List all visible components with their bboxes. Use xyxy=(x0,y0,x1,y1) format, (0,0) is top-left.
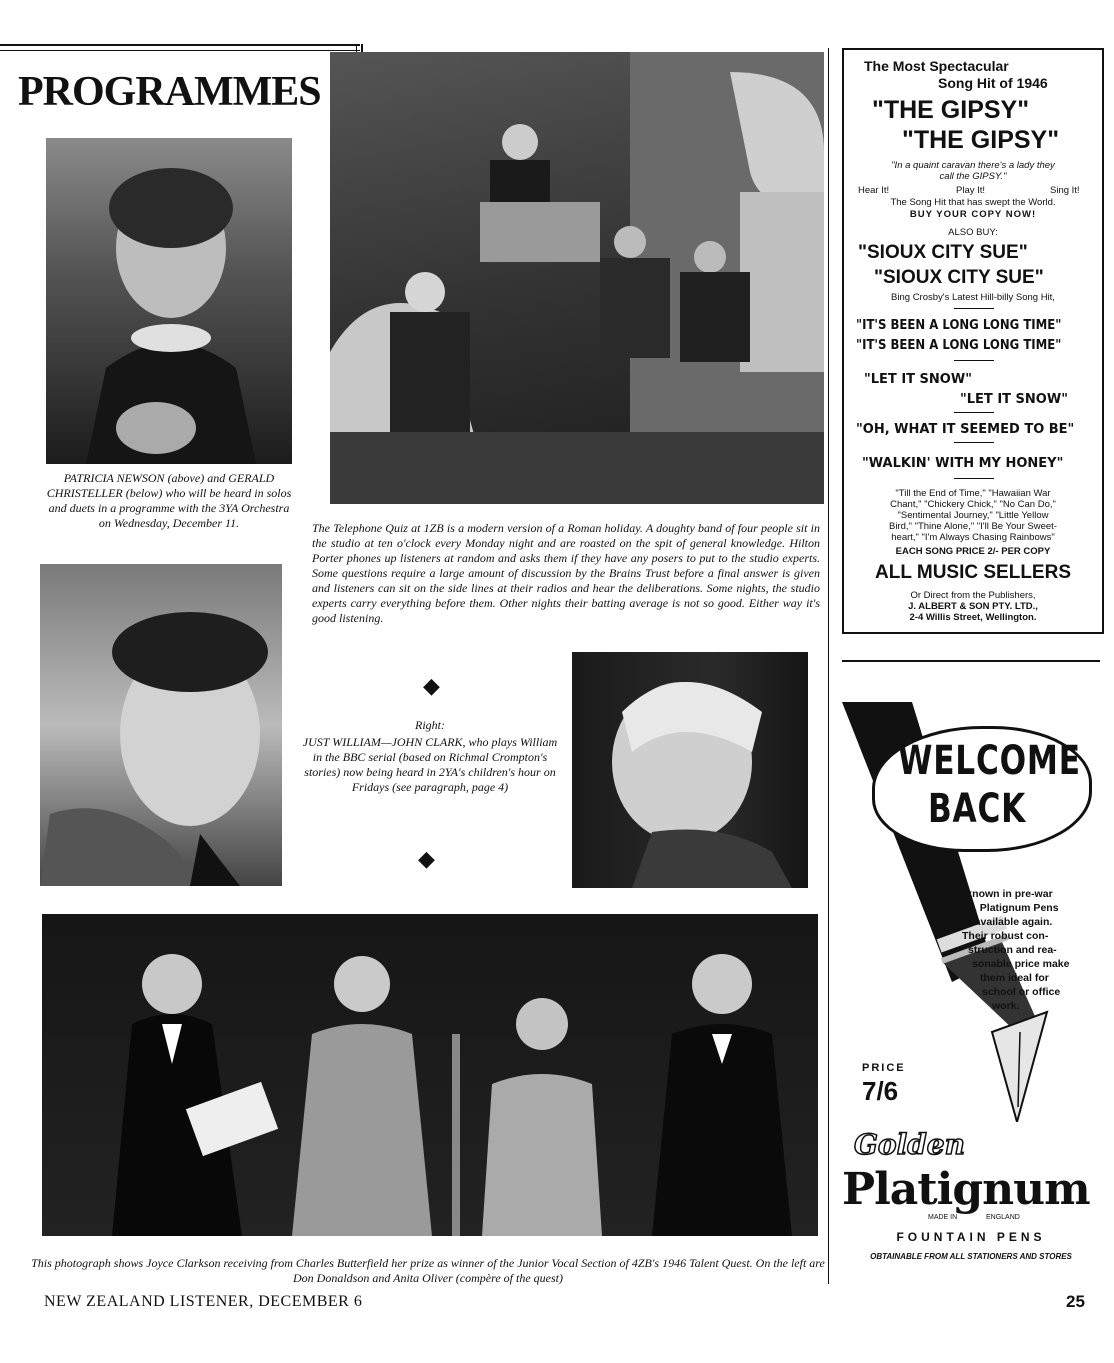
song-ad-sing: Sing It! xyxy=(1050,185,1080,196)
song-ad-rule xyxy=(954,360,994,361)
song-ad-others-1: "Till the End of Time," "Hawaiian War xyxy=(895,488,1051,499)
song-ad-hear: Hear It! xyxy=(858,185,890,196)
song-ad-gipsy-2: "THE GIPSY" xyxy=(902,126,1060,154)
song-ad-rule xyxy=(954,442,994,443)
pen-ad-price-label: PRICE xyxy=(862,1062,906,1074)
song-ad-quote-2: call the GIPSY." xyxy=(939,171,1007,182)
pen-ad-price: 7/6 xyxy=(862,1076,899,1106)
song-ad-rule xyxy=(954,412,994,413)
song-ad-swept: The Song Hit that has swept the World. xyxy=(890,197,1056,208)
song-ad-publisher: J. ALBERT & SON PTY. LTD., xyxy=(908,601,1038,612)
song-ad-oh-what: "OH, WHAT IT SEEMED TO BE" xyxy=(856,422,1075,437)
header-rule xyxy=(0,44,360,51)
song-ad-play: Play It! xyxy=(956,185,986,196)
song-ad-also-buy: ALSO BUY: xyxy=(948,227,998,238)
photo-telephone-quiz xyxy=(330,52,824,504)
pen-ad-copy-4: Their robust con- xyxy=(962,930,1049,942)
column-divider xyxy=(828,48,829,1284)
song-ad-others-5: heart," "I'm Always Chasing Rainbows" xyxy=(891,532,1055,543)
pen-ad xyxy=(842,702,1100,1272)
pen-ad-england: ENGLAND xyxy=(986,1214,1020,1221)
song-ad-intro-1: The Most Spectacular xyxy=(864,58,1009,74)
song-ad xyxy=(842,48,1104,634)
photo-john-clark xyxy=(572,652,808,888)
pen-ad-back: BACK xyxy=(928,786,1027,832)
song-ad-gipsy-1: "THE GIPSY" xyxy=(872,96,1030,124)
pen-ad-brand: Platignum xyxy=(842,1164,1090,1215)
page-number: 25 xyxy=(1066,1292,1085,1311)
song-ad-rule xyxy=(954,478,994,479)
song-ad-sellers: ALL MUSIC SELLERS xyxy=(875,562,1071,583)
song-ad-snow-2: "LET IT SNOW" xyxy=(960,392,1068,407)
caption-just-william: JUST WILLIAM—JOHN CLARK, who plays William in the BBC serial (based on Richmal Crompton's stories) now being heard in 2YA's children's hour on Fridays (see paragraph, page 4) xyxy=(302,735,558,794)
pen-ad-copy-5: struction and rea- xyxy=(968,944,1057,956)
pen-ad-copy-6: sonable price make xyxy=(972,958,1070,970)
song-ad-rule xyxy=(954,308,994,309)
song-ad-walkin: "WALKIN' WITH MY HONEY" xyxy=(862,456,1064,471)
pen-ad-fountain: FOUNTAIN PENS xyxy=(896,1230,1046,1244)
song-ad-long-2: "IT'S BEEN A LONG LONG TIME" xyxy=(856,338,1062,353)
diamond-icon: ◆ xyxy=(423,673,440,698)
pen-ad-copy-7: them ideal for xyxy=(980,972,1049,984)
caption-telephone-quiz: The Telephone Quiz at 1ZB is a modern version of a Roman holiday. A doughty band of four people sit in the studio at ten o'clock every Monday night and are roasted on the spit of general knowledge. Hilton Porter phones up listeners at random and asks them if they have any posers to put to the studio experts. Some questions require a large amount of discussion by the Brains Trust before a final answer is given and listeners can sit on the side lines at their radios and hear the deliberations. Some nights, the studio experts carry everything before them. Other nights their batting average is not so good. Either way it's good listening. xyxy=(312,521,820,625)
song-ad-sioux-2: "SIOUX CITY SUE" xyxy=(874,267,1044,288)
pen-ad-copy-8: school or office xyxy=(982,986,1061,998)
photo-talent-quest xyxy=(42,914,818,1236)
publication-footer: NEW ZEALAND LISTENER, DECEMBER 6 xyxy=(44,1293,363,1310)
song-ad-direct: Or Direct from the Publishers, xyxy=(910,590,1036,601)
song-ad-others-2: Chant," "Chickery Chick," "No Can Do," xyxy=(890,499,1056,510)
pen-ad-welcome: WELCOME xyxy=(898,738,1081,784)
diamond-icon: ◆ xyxy=(418,846,435,871)
pen-ad-obtainable: OBTAINABLE FROM ALL STATIONERS AND STORES xyxy=(870,1252,1072,1261)
song-ad-snow-1: "LET IT SNOW" xyxy=(864,372,972,387)
pen-ad-copy-9: work. xyxy=(992,1000,1020,1012)
photo-patricia-newson xyxy=(46,138,292,464)
pen-ad-copy-1: Well known in pre-war xyxy=(942,888,1053,900)
song-ad-intro-2: Song Hit of 1946 xyxy=(938,75,1048,91)
song-ad-buy: BUY YOUR COPY NOW! xyxy=(909,209,1037,220)
song-ad-price: EACH SONG PRICE 2/- PER COPY xyxy=(895,546,1051,557)
song-ad-address: 2-4 Willis Street, Wellington. xyxy=(909,612,1037,623)
song-ad-others-4: Bird," "Thine Alone," "I'll Be Your Sweet- xyxy=(889,521,1057,532)
song-ad-bing: Bing Crosby's Latest Hill-billy Song Hit, xyxy=(891,292,1055,303)
ad-separator xyxy=(842,660,1100,662)
song-ad-sioux-1: "SIOUX CITY SUE" xyxy=(858,242,1028,263)
photo-gerald-christeller xyxy=(40,564,282,886)
caption-william-right: Right: xyxy=(415,718,445,732)
pen-ad-copy-2: days, Platignum Pens xyxy=(950,902,1059,914)
song-ad-quote-1: "In a quaint caravan there's a lady they xyxy=(891,160,1055,171)
song-ad-long-1: "IT'S BEEN A LONG LONG TIME" xyxy=(856,318,1062,333)
pen-ad-made-in: MADE IN xyxy=(928,1214,958,1221)
caption-patricia-newson: PATRICIA NEWSON (above) and GERALD CHRISTELLER (below) who will be heard in solos and duets in a programme with the 3YA Orchestra on Wednesday, December 11. xyxy=(46,471,292,530)
caption-talent-quest: This photograph shows Joyce Clarkson receiving from Charles Butterfield her prize as winner of the Junior Vocal Section of 4ZB's 1946 Talent Quest. On the left are Don Donaldson and Anita Oliver (compère of the quest) xyxy=(31,1256,825,1285)
song-ad-others-3: "Sentimental Journey," "Little Yellow xyxy=(897,510,1049,521)
page-title: PROGRAMMES xyxy=(18,69,321,115)
pen-ad-copy-3: are available again. xyxy=(956,916,1053,928)
pen-ad-golden: Golden xyxy=(854,1128,965,1161)
